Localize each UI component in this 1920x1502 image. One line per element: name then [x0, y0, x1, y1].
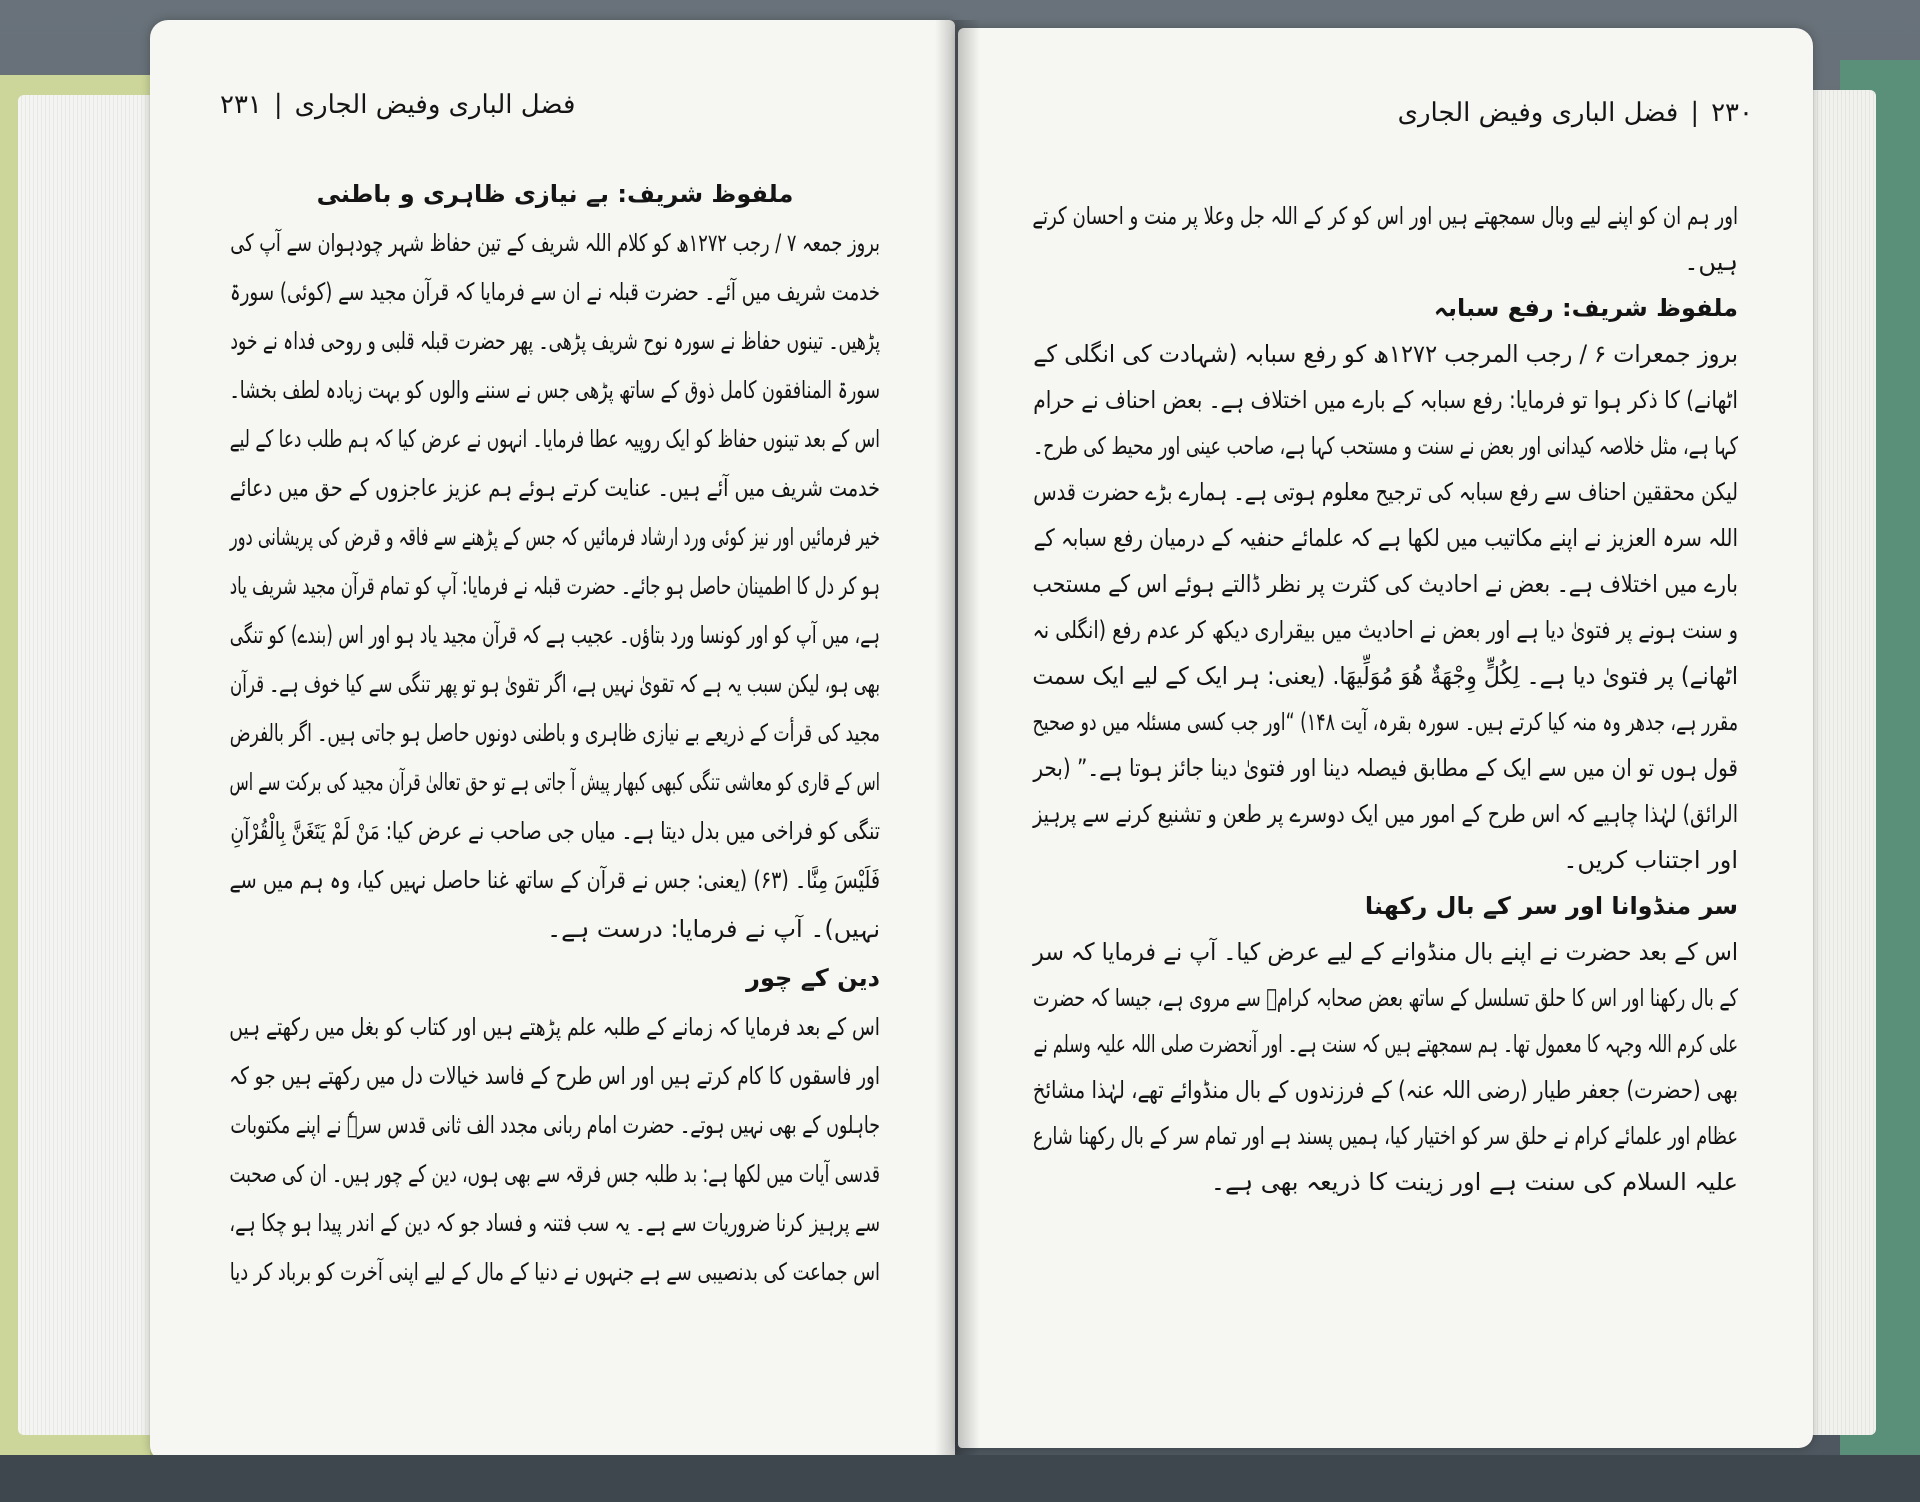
body-line: قول ہوں تو ان میں سے ایک کے مطابق فیصلہ دینا اور فتویٰ دینا جائز ہوتا ہے۔” (بحر: [1033, 754, 1738, 782]
body-line: خدمت شریف میں آئے ہیں۔ عنایت کرتے ہوئے ہم عزیز عاجزوں کے حق میں دعائے: [229, 474, 880, 502]
body-line: لیکن محققین احناف سے رفع سبابہ کی ترجیح معلوم ہوتی ہے۔ ہمارے بڑے حضرت قدس: [1033, 478, 1738, 506]
body-line: اور فاسقوں کا کام کرتے ہیں اور اس طرح کے فاسد خیالات دل میں رکھتے ہیں جو کہ: [229, 1062, 880, 1090]
body-line: خدمت شریف میں آئے۔ حضرت قبلہ نے ان سے فرمایا کہ قرآن مجید سے (کوئی) سورۃ: [229, 278, 881, 306]
body-line: بروز جمعہ ۷ / رجب ۱۲۷۲ھ کو کلام اللہ شریف کے تین حفاظ شہر چودہوان سے آپ کی: [230, 229, 880, 257]
body-line: قدسی آیات میں لکھا ہے: بد طلبہ جس فرقہ سے بھی ہوں، دین کے چور ہیں۔ ان کی صحبت: [229, 1160, 880, 1188]
right-running-title: فضل الباری وفیض الجاری: [1397, 98, 1679, 128]
body-line: نہیں)۔ آپ نے فرمایا: درست ہے۔: [547, 915, 880, 943]
left-page-number: ۲۳۱: [220, 90, 262, 120]
header-divider: |: [273, 90, 283, 120]
body-line: مجید کی قرأت کے ذریعے بے نیازی ظاہری و باطنی دونوں حاصل ہو جاتی ہیں۔ اگر بالفرض: [229, 719, 880, 747]
body-line: بارے میں اختلاف ہے۔ بعض نے احادیث کی کثرت پر نظر ڈالتے ہوئے اس کے مستحب: [1032, 570, 1738, 598]
page-edges-left: [18, 95, 158, 1435]
body-line: اس جماعت کی بدنصیبی سے ہے جنہوں نے دنیا کے مال کے لیے اپنی آخرت کو برباد کر دیا: [229, 1258, 880, 1286]
body-line: اٹھانے) کا ذکر ہوا تو فرمایا: رفع سبابہ کے بارے میں اختلاف ہے۔ بعض احناف نے حرام: [1033, 386, 1738, 414]
right-page: [958, 28, 1813, 1448]
body-line: ہیں۔: [1684, 248, 1738, 276]
section-heading: ملفوظ شریف: بے نیازی ظاہری و باطنی: [316, 180, 794, 208]
body-line: اٹھانے) پر فتویٰ دیا ہے۔ لِكُلٍّ وِجْهَةٌ هُوَ مُوَلِّيهَا. (یعنی: ہر ایک کے لیے ایک سمت: [1032, 662, 1738, 690]
header-divider: |: [1690, 98, 1700, 128]
right-page-body: [1033, 193, 1738, 1205]
body-line: اس کے بعد تینوں حفاظ کو ایک روپیہ عطا فرمایا۔ انہوں نے عرض کیا کہ ہم طلب دعا کے لیے: [229, 425, 880, 453]
body-line: بھی (حضرت) جعفر طیار (رضی اللہ عنہ) کے فرزندوں کے بال منڈوائے تھے، لہٰذا مشائخ: [1032, 1076, 1738, 1104]
body-line: پڑھیں۔ تینوں حفاظ نے سورہ نوح شریف پڑھی۔ پھر حضرت قبلہ قلبی و روحی فداہ نے خود: [230, 327, 881, 355]
table-edge: [0, 1455, 1920, 1502]
right-page-number: ۲۳۰: [1711, 98, 1753, 128]
body-line: ہے، میں آپ کو اور کونسا ورد بتاؤں۔ عجیب ہے کہ قرآن مجید یاد ہو اور اس (بندے) کو تنگی: [229, 621, 880, 649]
body-line: و سنت ہونے پر فتویٰ دیا ہے اور بعض نے احادیث میں بیقراری دیکھ کر عدم رفع (انگلی نہ: [1032, 616, 1738, 644]
left-running-title: فضل الباری وفیض الجاری: [294, 90, 576, 120]
right-page-header: [1398, 98, 1753, 128]
body-line: علیہ السلام کی سنت ہے اور زینت کا ذریعہ بھی ہے۔: [1210, 1168, 1738, 1196]
body-line: ہو کر دل کا اطمینان حاصل ہو جائے۔ حضرت قبلہ نے فرمایا: آپ کو تمام قرآن مجید شریف یاد: [229, 572, 881, 600]
body-line: اس کے بعد حضرت نے اپنے بال منڈوانے کے لیے عرض کیا۔ آپ نے فرمایا کہ سر: [1033, 938, 1738, 966]
body-line: جاہلوں کے بھی نہیں ہوتے۔ حضرت امام ربانی مجدد الف ثانی قدس سرہٗ نے اپنے مکتوبات: [230, 1111, 881, 1139]
body-line: کہا ہے، مثل خلاصہ کیدانی اور بعض نے سنت و مستحب کہا ہے، صاحب عینی اور محیط کی طرح۔: [1033, 432, 1738, 460]
body-line: اس کے قاری کو معاشی تنگی کبھی کبھار پیش آ جاتی ہے تو حق تعالیٰ قرآن مجید کی برکت سے اس: [229, 768, 881, 796]
body-line: عظام اور علمائے کرام نے حلق سر کو اختیار کیا، ہمیں پسند ہے اور تمام سر کے بال رکھنا شارع: [1033, 1122, 1738, 1150]
body-line: الرائق) لہٰذا چاہیے کہ اس طرح کے امور میں ایک دوسرے پر طعن و تشنیع کرنے سے پرہیز: [1033, 800, 1738, 828]
body-line: فَلَيْسَ مِنَّا۔ (۶۳) (یعنی: جس نے قرآن کے ساتھ غنا حاصل نہیں کیا، وہ ہم میں سے: [229, 866, 880, 894]
section-heading: دین کے چور: [746, 964, 880, 992]
body-line: بھی ہو، لیکن سبب یہ ہے کہ تقویٰ نہیں ہے، اگر تقویٰ ہو تو پھر تنگی سے کیا خوف ہے۔ قرآن: [230, 670, 880, 698]
left-page: [150, 20, 955, 1460]
book-gutter: [935, 20, 980, 1460]
body-line: اس کے بعد فرمایا کہ زمانے کے طلبہ علم پڑھتے ہیں اور کتاب کو بغل میں رکھتے ہیں: [229, 1013, 880, 1041]
body-line: سے پرہیز کرنا ضروریات سے ہے۔ یہ سب فتنہ و فساد جو کہ دین کے اندر پیدا ہو چکا ہے،: [229, 1209, 881, 1237]
body-line: علی کرم اللہ وجہہ کا معمول تھا۔ ہم سمجھتے ہیں کہ سنت ہے۔ اور آنحضرت صلی اللہ علیہ وسلم نے: [1033, 1030, 1738, 1058]
section-heading: ملفوظ شریف: رفع سبابہ: [1433, 294, 1738, 322]
body-line: اور اجتناب کریں۔: [1563, 846, 1738, 874]
section-heading: سر منڈوانا اور سر کے بال رکھنا: [1364, 892, 1738, 920]
body-line: خیر فرمائیں اور نیز کوئی ورد ارشاد فرمائیں کہ جس کے پڑھنے سے فاقہ و قرض کی پریشانی دور: [229, 523, 880, 551]
body-line: تنگی کو فراخی میں بدل دیتا ہے۔ میاں جی صاحب نے عرض کیا: مَنْ لَمْ يَتَغَنَّ بِالْقُرْآنِ: [230, 817, 880, 845]
left-page-body: [230, 170, 880, 1297]
body-line: مقرر ہے، جدھر وہ منہ کیا کرتے ہیں۔ سورہ بقرہ، آیت ۱۴۸) “اور جب کسی مسئلہ میں دو صحیح: [1032, 708, 1738, 736]
body-line: بروز جمعرات ۶ / رجب المرجب ۱۲۷۲ھ کو رفع سبابہ (شہادت کی انگلی کے: [1033, 340, 1738, 368]
body-line: اللہ سرہ العزیز نے اپنے مکاتیب میں لکھا ہے کہ علمائے حنفیہ کے درمیان رفع سبابہ کے: [1033, 524, 1738, 552]
body-line: سورۃ المنافقون کامل ذوق کے ساتھ پڑھی جس نے سننے والوں کو بہت زیادہ لطف بخشا۔: [229, 376, 880, 404]
body-line: کے بال رکھنا اور اس کا حلق تسلسل کے ساتھ بعض صحابہ کرامؓ سے مروی ہے، جیسا کہ حضرت: [1033, 984, 1738, 1012]
body-line: اور ہم ان کو اپنے لیے وبال سمجھتے ہیں اور اس کو کر کے اللہ جل وعلا پر منت و احسان کرتے: [1032, 202, 1738, 230]
left-page-header: [220, 90, 575, 120]
